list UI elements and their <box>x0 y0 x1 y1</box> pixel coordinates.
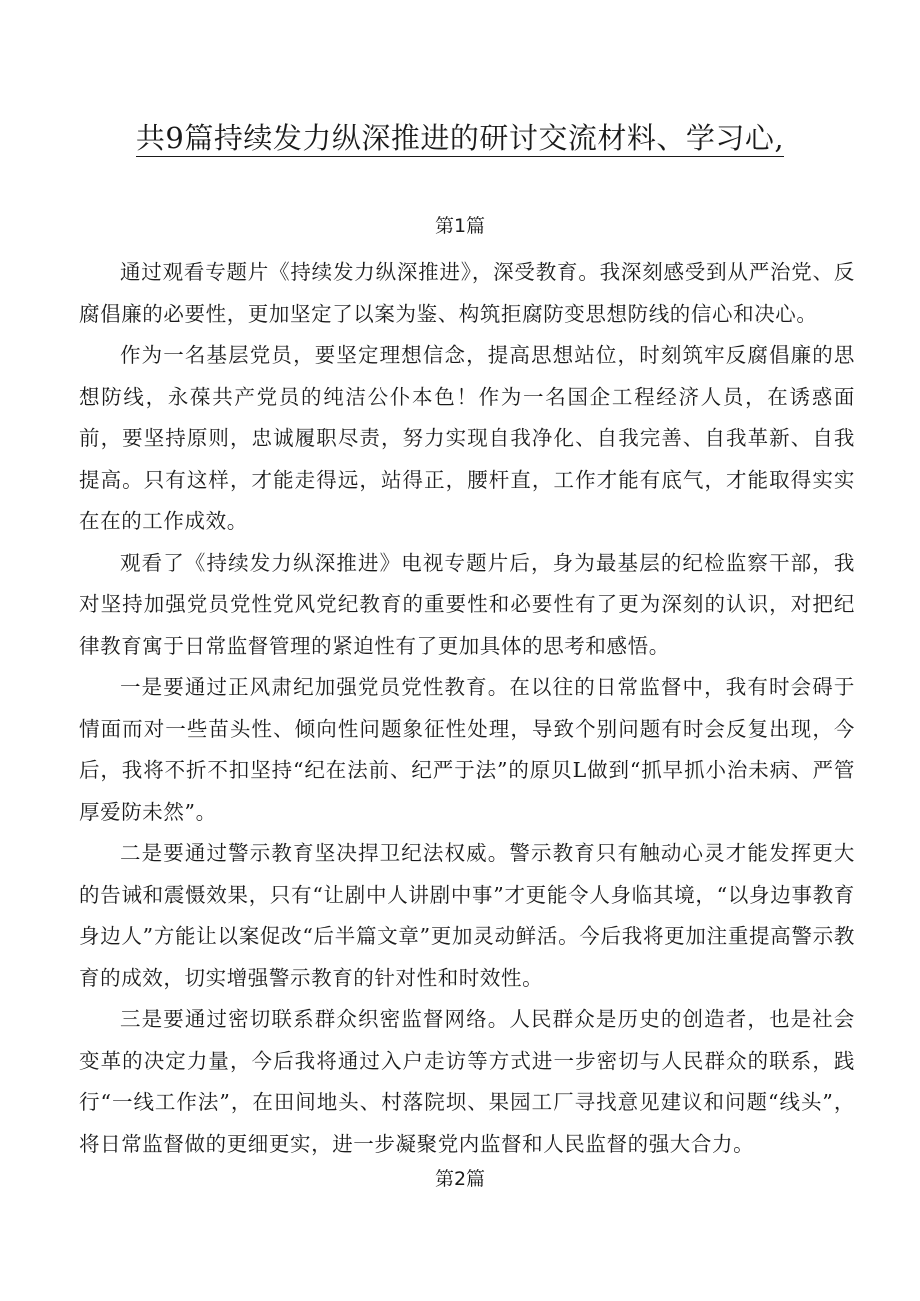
paragraph: 二是要通过警示教育坚决捍卫纪法权威。警示教育只有触动心灵才能发挥更大的告诫和震慑效果，只有“让剧中人讲剧中事”才更能令人身临其境，“以身边事教育身边人”方能让以案促改“后半篇文章”更加灵动鲜活。今后我将更加注重提高警示教育的成效，切实增强警示教育的针对性和时效性。 <box>79 841 855 990</box>
paragraph: 三是要通过密切联系群众织密监督网络。人民群众是历史的创造者，也是社会变革的决定力量，今后我将通过入户走访等方式进一步密切与人民群众的联系，践行“一线工作法”，在田间地头、村落院坝、果园工厂寻找意见建议和问题“线头”，将日常监督做的更细更实，进一步凝聚党内监督和人民监督的强大合力。 <box>79 1007 855 1156</box>
document-title-text: 共9篇持续发力纵深推进的研讨交流材料、学习心, <box>135 121 785 155</box>
paragraph: 一是要通过正风肃纪加强党员党性教育。在以往的日常监督中，我有时会碍于情面而对一些苗头性、倾向性问题象征性处理，导致个别问题有时会反复出现，今后，我将不折不扣坚持“纪在法前、纪严于法”的原贝L做到“抓早抓小治未病、严管厚爱防未然”。 <box>79 675 855 824</box>
section-body-1 <box>79 252 855 1165</box>
document-title <box>0 118 920 158</box>
paragraph: 观看了《持续发力纵深推进》电视专题片后，身为最基层的纪检监察干部，我对坚持加强党员党性党风党纪教育的重要性和必要性有了更为深刻的认识，对把纪律教育寓于日常监督管理的紧迫性有了更加具体的思考和感悟。 <box>79 550 855 658</box>
paragraph: 通过观看专题片《持续发力纵深推进》，深受教育。我深刻感受到从严治党、反腐倡廉的必要性，更加坚定了以案为鉴、构筑拒腐防变思想防线的信心和决心。 <box>79 260 855 326</box>
paragraph: 作为一名基层党员，要坚定理想信念，提高思想站位，时刻筑牢反腐倡廉的思想防线，永葆共产党员的纯洁公仆本色！作为一名国企工程经济人员，在诱惑面前，要坚持原则，忠诚履职尽责，努力实现自我净化、自我完善、自我革新、自我提高。只有这样，才能走得远，站得正，腰杆直，工作才能有底气，才能取得实实在在的工作成效。 <box>79 343 855 533</box>
section-heading-1: 第1篇 <box>434 215 486 237</box>
section-heading-2: 第2篇 <box>434 1168 486 1190</box>
